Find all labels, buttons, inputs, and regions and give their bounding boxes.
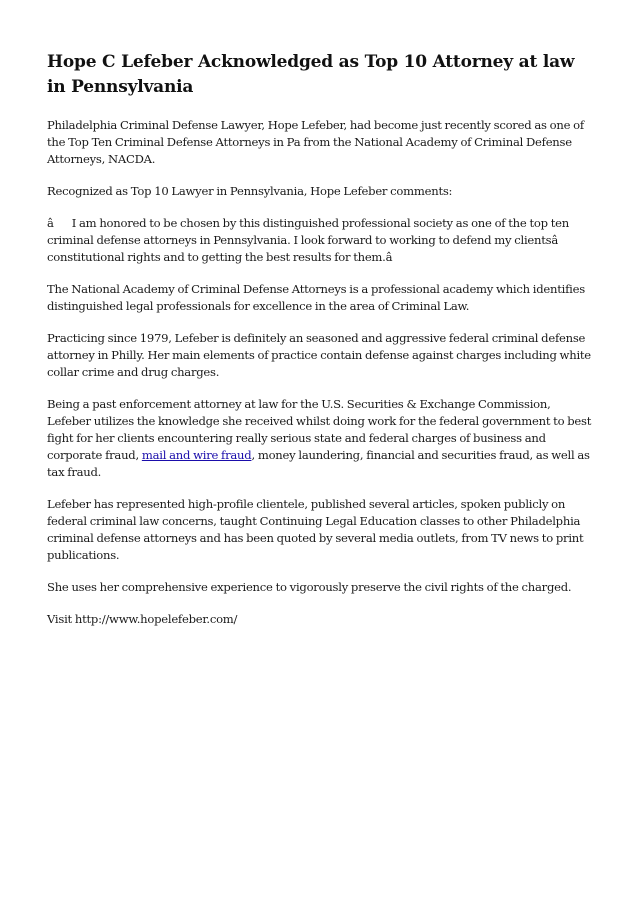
paragraph-practice: Practicing since 1979, Lefeber is definitely an seasoned and aggressive federal criminal defense attorney in Philly. Her main elements of practice contain defense against charges including white collar crime and drug charges. — [47, 331, 591, 379]
paragraph-intro: Philadelphia Criminal Defense Lawyer, Hope Lefeber, had become just recently scored as one of the Top Ten Criminal Defense Attorneys in Pa from the National Academy of Criminal Defense Attorneys, NACDA. — [47, 118, 584, 166]
paragraph-experience-text-start: Being a past enforcement attorney at law for the U.S. Securities & Exchange Commission, Lefeber utilizes the knowledge she received whilst doing work for the federal government to best fight for her clients encountering really serious state and federal charges of business and corporate fraud, — [47, 397, 592, 462]
paragraph-experience — [47, 396, 595, 481]
paragraph-experience-text-end: , money laundering, financial and securities fraud, as well as tax fraud. — [47, 448, 590, 479]
paragraph-quote: âI am honored to be chosen by this distinguished professional society as one of the top ten criminal defense attorneys in Pennsylvania. I look forward to working to defend my clientsâ constitutional rights and to getting the best results for them.â — [47, 216, 577, 264]
paragraph-representation: Lefeber has represented high-profile clientele, published several articles, spoken publicly on federal criminal law concerns, taught Continuing Legal Education classes to other Philadelphia criminal defense attorneys and has been quoted by several media outlets, from TV news to print publications. — [47, 497, 584, 562]
mail-wire-fraud-link[interactable]: mail and wire fraud — [141, 448, 252, 462]
page-title: Hope C Lefeber Acknowledged as Top 10 Attorney at law in Pennsylvania — [47, 52, 575, 97]
paragraph-academy: The National Academy of Criminal Defense Attorneys is a professional academy which identifies distinguished legal professionals for excellence in the area of Criminal Law. — [47, 282, 585, 313]
document-page — [47, 50, 595, 643]
paragraph-visit: Visit http://www.hopelefeber.com/ — [47, 612, 238, 626]
paragraph-civil-rights: She uses her comprehensive experience to vigorously preserve the civil rights of the charged. — [47, 580, 572, 594]
paragraph-recognition: Recognized as Top 10 Lawyer in Pennsylvania, Hope Lefeber comments: — [47, 184, 453, 198]
